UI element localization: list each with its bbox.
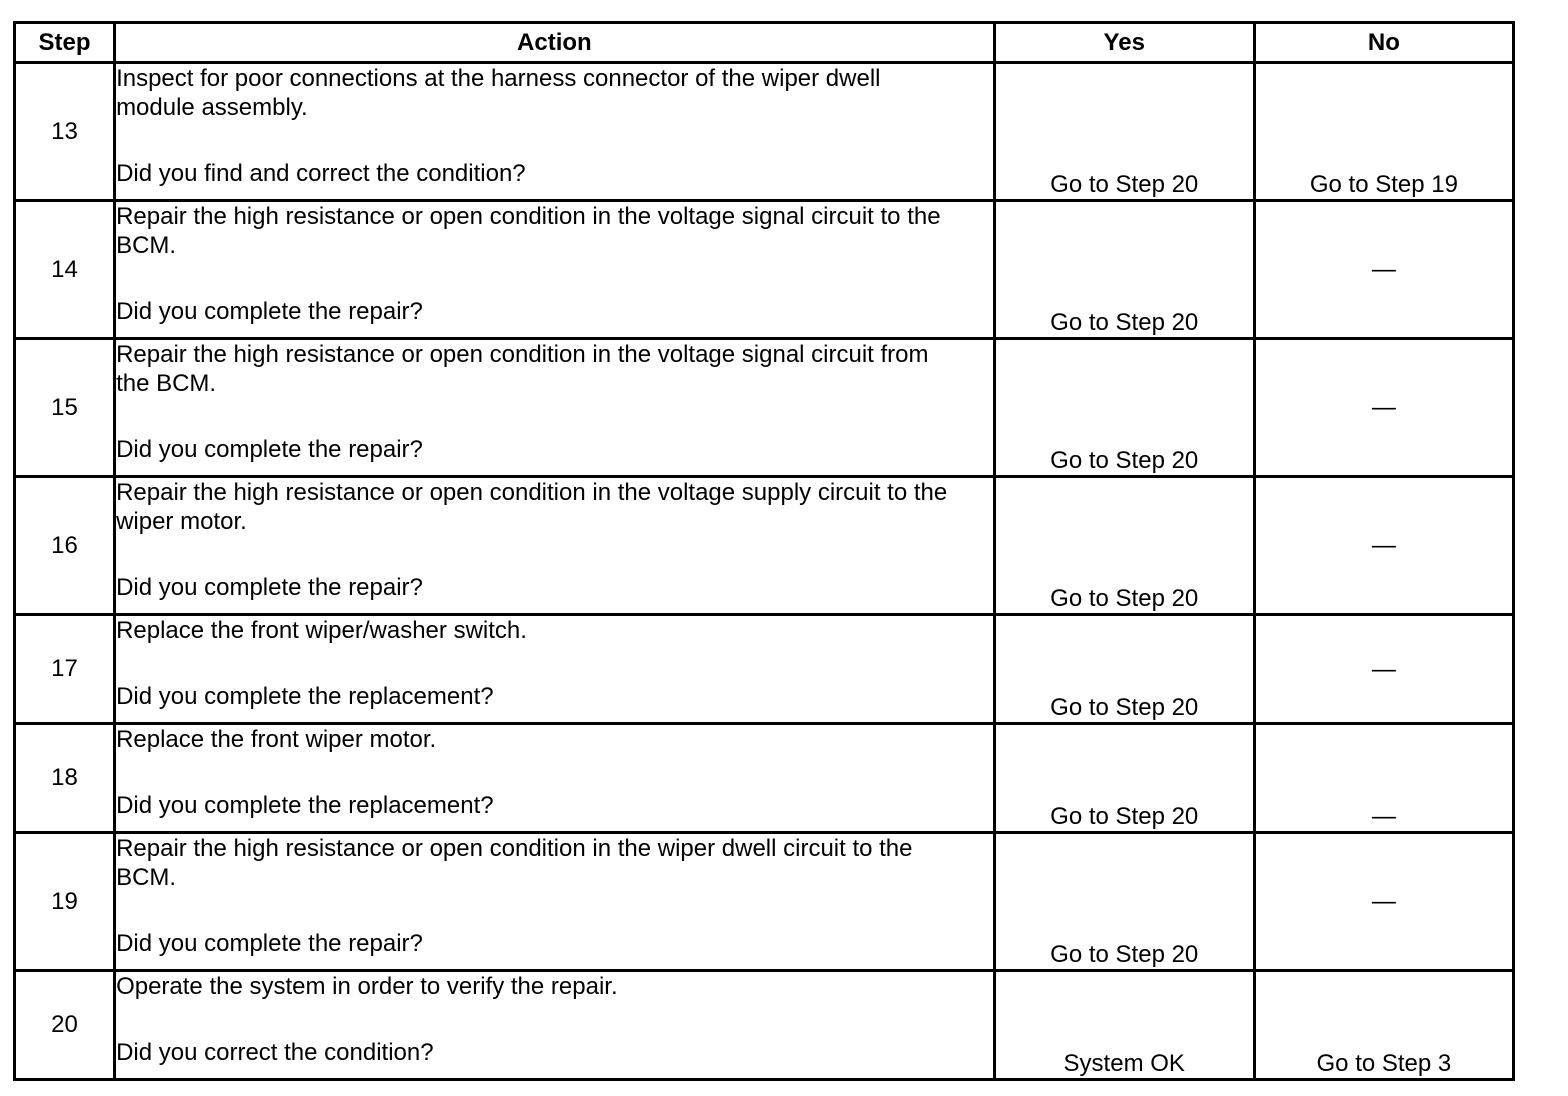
action-question: Did you complete the replacement?	[116, 683, 494, 710]
action-cell	[115, 339, 995, 477]
no-result: —	[1254, 477, 1513, 615]
no-result: —	[1254, 339, 1513, 477]
action-text: Operate the system in order to verify the repair.	[116, 973, 618, 1000]
action-cell	[115, 615, 995, 724]
action-cell	[115, 477, 995, 615]
step-number: 19	[15, 833, 115, 971]
action-text: Repair the high resistance or open condition in the voltage supply circuit to the wiper motor.	[116, 479, 948, 535]
table-row	[15, 615, 1514, 724]
action-text: Repair the high resistance or open condition in the voltage signal circuit to the BCM.	[116, 203, 941, 259]
action-cell	[115, 971, 995, 1080]
table-row	[15, 201, 1514, 339]
action-cell	[115, 63, 995, 201]
table-row	[15, 63, 1514, 201]
action-text: Replace the front wiper motor.	[116, 726, 437, 753]
no-result: —	[1254, 201, 1513, 339]
header-row	[15, 23, 1514, 63]
header-action: Action	[115, 23, 995, 63]
step-number: 20	[15, 971, 115, 1080]
no-result: —	[1254, 833, 1513, 971]
action-question: Did you complete the repair?	[116, 574, 423, 601]
action-cell	[115, 201, 995, 339]
action-question: Did you complete the repair?	[116, 436, 423, 463]
header-yes: Yes	[994, 23, 1254, 63]
header-step: Step	[15, 23, 115, 63]
table-row	[15, 477, 1514, 615]
action-text: Replace the front wiper/washer switch.	[116, 617, 527, 644]
yes-result: Go to Step 20	[994, 477, 1254, 615]
yes-result: Go to Step 20	[994, 724, 1254, 833]
table-row	[15, 833, 1514, 971]
action-question: Did you complete the repair?	[116, 930, 423, 957]
diagnostic-table	[13, 21, 1515, 1081]
table-row	[15, 724, 1514, 833]
step-number: 13	[15, 63, 115, 201]
step-number: 18	[15, 724, 115, 833]
action-cell	[115, 724, 995, 833]
step-number: 16	[15, 477, 115, 615]
table-row	[15, 339, 1514, 477]
step-number: 17	[15, 615, 115, 724]
table-row	[15, 971, 1514, 1080]
yes-result: Go to Step 20	[994, 833, 1254, 971]
action-text: Repair the high resistance or open condition in the wiper dwell circuit to the BCM.	[116, 835, 913, 891]
no-result: —	[1254, 615, 1513, 724]
action-question: Did you correct the condition?	[116, 1039, 434, 1066]
header-no: No	[1254, 23, 1513, 63]
action-question: Did you complete the replacement?	[116, 792, 494, 819]
step-number: 15	[15, 339, 115, 477]
action-question: Did you complete the repair?	[116, 298, 423, 325]
step-number: 14	[15, 201, 115, 339]
no-result: Go to Step 3	[1254, 971, 1513, 1080]
no-result: Go to Step 19	[1254, 63, 1513, 201]
action-text: Inspect for poor connections at the harness connector of the wiper dwell module assembly.	[116, 65, 881, 121]
no-result: —	[1254, 724, 1513, 833]
yes-result: Go to Step 20	[994, 201, 1254, 339]
action-text: Repair the high resistance or open condition in the voltage signal circuit from the BCM.	[116, 341, 929, 397]
yes-result: Go to Step 20	[994, 615, 1254, 724]
yes-result: Go to Step 20	[994, 339, 1254, 477]
yes-result: System OK	[994, 971, 1254, 1080]
action-question: Did you find and correct the condition?	[116, 160, 526, 187]
action-cell	[115, 833, 995, 971]
yes-result: Go to Step 20	[994, 63, 1254, 201]
